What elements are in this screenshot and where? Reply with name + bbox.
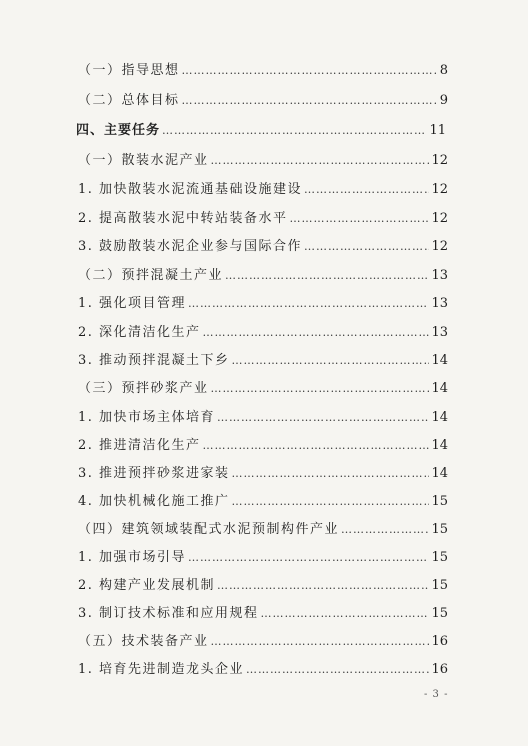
- toc-entry-title: 1. 强化项目管理: [78, 296, 187, 311]
- toc-entry-title: （三）预拌砂浆产业: [78, 381, 209, 396]
- toc-entry[interactable]: [78, 550, 448, 566]
- toc-entry-page: 15: [431, 494, 448, 509]
- toc-leader-dots: [304, 239, 429, 255]
- toc-entry-page: 8: [439, 63, 448, 78]
- toc-entry-title: 2. 深化清洁化生产: [78, 325, 201, 340]
- toc-entry[interactable]: [78, 182, 448, 198]
- toc-leader-dots: [162, 123, 427, 139]
- toc-entry[interactable]: [78, 606, 448, 622]
- toc-leader-dots: [211, 634, 430, 650]
- toc-entry[interactable]: [78, 522, 448, 538]
- toc-entry-title: 3. 制订技术标准和应用规程: [78, 606, 259, 621]
- toc-entry-title: 2. 提高散装水泥中转站装备水平: [78, 211, 288, 226]
- toc-entry-page: 15: [431, 522, 448, 537]
- toc-leader-dots: [188, 550, 429, 566]
- toc-entry[interactable]: [78, 662, 448, 678]
- toc-entry-title: （一）指导思想: [78, 63, 180, 78]
- toc-entry-title: 1. 加快散装水泥流通基础设施建设: [78, 182, 303, 197]
- toc-entry[interactable]: [76, 123, 446, 139]
- toc-entry-page: 11: [429, 123, 446, 138]
- toc-leader-dots: [203, 438, 430, 454]
- toc-entry[interactable]: [78, 268, 448, 284]
- toc-leader-dots: [211, 153, 430, 169]
- toc-leader-dots: [290, 211, 430, 227]
- toc-entry[interactable]: [78, 153, 448, 169]
- toc-entry-page: 15: [431, 606, 448, 621]
- toc-leader-dots: [182, 63, 436, 79]
- toc-entry[interactable]: [78, 438, 448, 454]
- toc-entry[interactable]: [78, 239, 448, 255]
- toc-leader-dots: [188, 296, 429, 312]
- toc-leader-dots: [261, 606, 430, 622]
- toc-entry-title: （二）预拌混凝土产业: [78, 268, 224, 283]
- toc-entry-title: （二）总体目标: [78, 93, 180, 108]
- toc-entry-title: （一）散装水泥产业: [78, 153, 209, 168]
- toc-leader-dots: [217, 578, 429, 594]
- toc-entry-page: 13: [431, 325, 448, 340]
- toc-entry-page: 14: [431, 438, 448, 453]
- toc-entry[interactable]: [78, 325, 448, 341]
- toc-entry-title: 4. 加快机械化施工推广: [78, 494, 230, 509]
- toc-entry-title: 2. 推进清洁化生产: [78, 438, 201, 453]
- toc-entry-page: 13: [431, 268, 448, 283]
- toc-entry-title: 1. 培育先进制造龙头企业: [78, 662, 245, 677]
- toc-entry-page: 12: [431, 182, 448, 197]
- toc-entry[interactable]: [78, 381, 448, 397]
- toc-leader-dots: [246, 662, 429, 678]
- toc-entry-title: 3. 鼓励散装水泥企业参与国际合作: [78, 239, 303, 254]
- toc-entry-page: 14: [431, 410, 448, 425]
- toc-entry-title: （四）建筑领域装配式水泥预制构件产业: [78, 522, 340, 537]
- toc-leader-dots: [232, 494, 430, 510]
- toc-entry[interactable]: [78, 211, 448, 227]
- toc-entry-title: 3. 推进预拌砂浆进家装: [78, 466, 230, 481]
- toc-entry-page: 12: [431, 153, 448, 168]
- toc-leader-dots: [232, 353, 430, 369]
- toc-entry-page: 9: [439, 93, 448, 108]
- toc-leader-dots: [211, 381, 430, 397]
- toc-entry-page: 14: [431, 353, 448, 368]
- toc-entry[interactable]: [78, 578, 448, 594]
- toc-entry-page: 16: [431, 634, 448, 649]
- toc-entry[interactable]: [78, 353, 448, 369]
- toc-leader-dots: [225, 268, 429, 284]
- toc-leader-dots: [341, 522, 429, 538]
- page-number: - 3 -: [424, 689, 449, 700]
- toc-entry[interactable]: [78, 410, 448, 426]
- toc-entry[interactable]: [78, 494, 448, 510]
- toc-entry-title: 2. 构建产业发展机制: [78, 578, 216, 593]
- toc-entry[interactable]: [78, 634, 448, 650]
- toc-entry-page: 15: [431, 578, 448, 593]
- toc-entry[interactable]: [78, 63, 448, 79]
- toc-entry[interactable]: [78, 296, 448, 312]
- toc-entry-page: 16: [431, 662, 448, 677]
- toc-entry-page: 14: [431, 381, 448, 396]
- toc-leader-dots: [304, 182, 429, 198]
- toc-leader-dots: [203, 325, 430, 341]
- toc-leader-dots: [232, 466, 430, 482]
- toc-leader-dots: [182, 93, 436, 109]
- toc-entry-title: 四、主要任务: [76, 123, 161, 138]
- toc-entry-title: 1. 加快市场主体培育: [78, 410, 216, 425]
- toc-entry-page: 13: [431, 296, 448, 311]
- toc-entry[interactable]: [78, 466, 448, 482]
- toc-entry-page: 12: [431, 211, 448, 226]
- toc-entry-page: 12: [431, 239, 448, 254]
- toc-leader-dots: [217, 410, 429, 426]
- toc-entry-page: 15: [431, 550, 448, 565]
- toc-entry[interactable]: [78, 93, 448, 109]
- toc-entry-title: 3. 推动预拌混凝土下乡: [78, 353, 230, 368]
- toc-entry-page: 14: [431, 466, 448, 481]
- toc-entry-title: （五）技术装备产业: [78, 634, 209, 649]
- toc-entry-title: 1. 加强市场引导: [78, 550, 187, 565]
